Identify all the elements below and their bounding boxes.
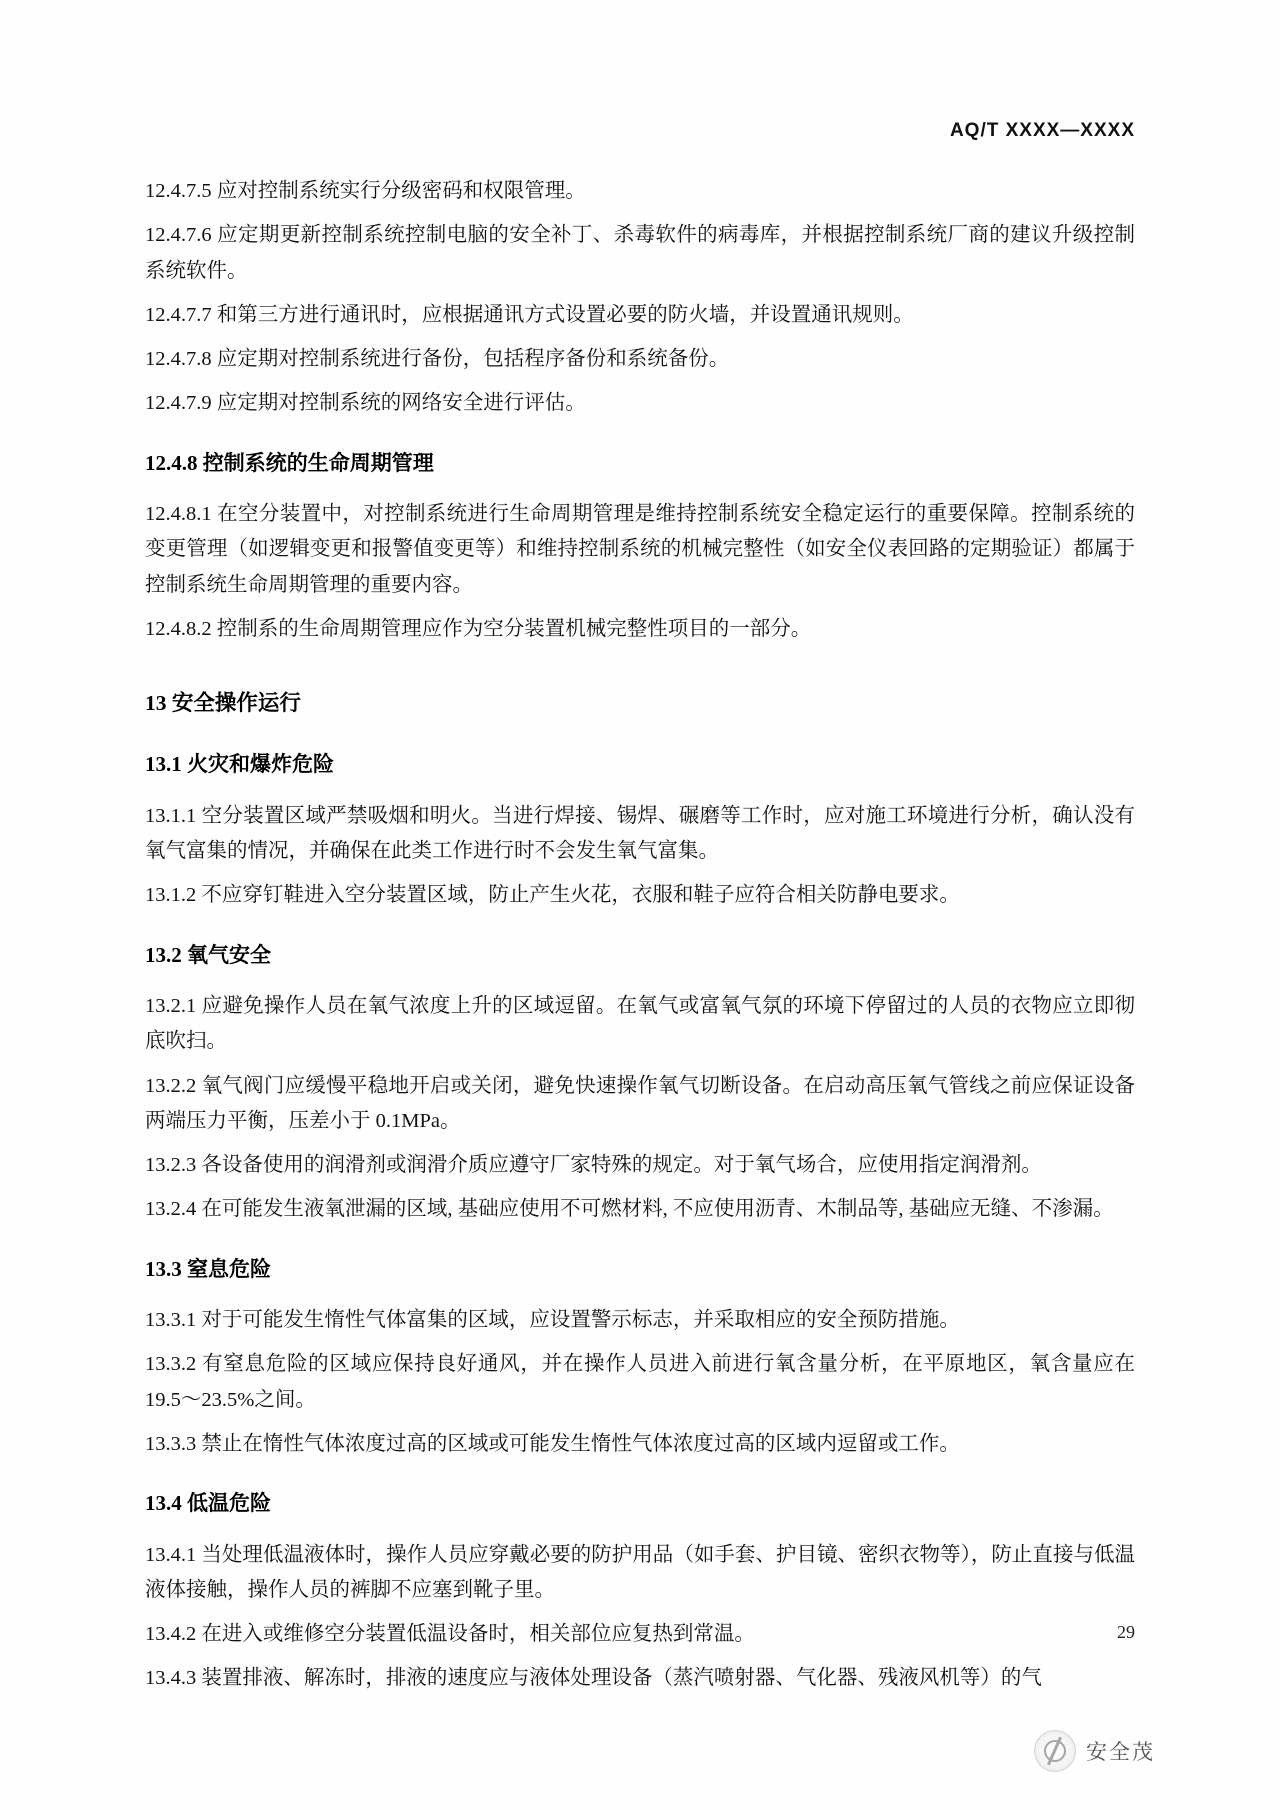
watermark-label: 安全茂 [1086, 1740, 1155, 1764]
clause-13-3-1: 13.3.1 对于可能发生惰性气体富集的区域，应设置警示标志，并采取相应的安全预防措施。 [145, 1309, 960, 1331]
heading-12-4-8: 12.4.8 控制系统的生命周期管理 [145, 450, 434, 475]
heading-13: 13 安全操作运行 [145, 691, 301, 715]
clause-13-1-2: 13.1.2 不应穿钉鞋进入空分装置区域，防止产生火花，衣服和鞋子应符合相关防静电要求。 [145, 884, 960, 907]
clause-12-4-7-6: 12.4.7.6 应定期更新控制系统控制电脑的安全补丁、杀毒软件的病毒库，并根据控制系统厂商的建议升级控制系统软件。 [145, 224, 1135, 282]
heading-13-4: 13.4 低温危险 [145, 1491, 271, 1515]
clause-12-4-8-2: 12.4.8.2 控制系的生命周期管理应作为空分装置机械完整性项目的一部分。 [145, 617, 812, 640]
clause-12-4-7-9: 12.4.7.9 应定期对控制系统的网络安全进行评估。 [145, 392, 586, 415]
clause-12-4-7-5: 12.4.7.5 应对控制系统实行分级密码和权限管理。 [145, 180, 586, 202]
clause-13-4-1: 13.4.1 当处理低温液体时，操作人员应穿戴必要的防护用品（如手套、护目镜、密织衣物等），防止直接与低温液体接触，操作人员的裤脚不应塞到靴子里。 [145, 1543, 1135, 1601]
clause-13-3-3: 13.3.3 禁止在惰性气体浓度过高的区域或可能发生惰性气体浓度过高的区域内逗留或工作。 [145, 1432, 960, 1455]
watermark [1034, 1730, 1155, 1772]
watermark-logo-icon [1034, 1730, 1076, 1772]
heading-13-3: 13.3 窒息危险 [145, 1256, 271, 1281]
clause-13-2-3: 13.2.3 各设备使用的润滑剂或润滑介质应遵守厂家特殊的规定。对于氧气场合，应使用指定润滑剂。 [145, 1154, 1042, 1176]
page-header-standard-code: AQ/T XXXX—XXXX [949, 120, 1135, 141]
heading-13-2: 13.2 氧气安全 [145, 942, 271, 967]
clause-12-4-8-1: 12.4.8.1 在空分装置中，对控制系统进行生命周期管理是维持控制系统安全稳定运行的重要保障。控制系统的变更管理（如逻辑变更和报警值变更等）和维持控制系统的机械完整性（如安全仪表回路的定期验证）都属于控制系统生命周期管理的重要内容。 [145, 503, 1135, 596]
clause-12-4-7-7: 12.4.7.7 和第三方进行通讯时，应根据通讯方式设置必要的防火墙，并设置通讯规则。 [145, 303, 914, 326]
clause-12-4-7-8: 12.4.7.8 应定期对控制系统进行备份，包括程序备份和系统备份。 [145, 348, 730, 370]
clause-13-1-1: 13.1.1 空分装置区域严禁吸烟和明火。当进行焊接、锡焊、碾磨等工作时，应对施工环境进行分析，确认没有氧气富集的情况，并确保在此类工作进行时不会发生氧气富集。 [145, 804, 1135, 862]
page-number: 29 [1117, 1622, 1135, 1642]
page-content [145, 120, 1135, 1706]
clause-13-4-3: 13.4.3 装置排液、解冻时，排液的速度应与液体处理设备（蒸汽喷射器、气化器、残液风机等）的气 [145, 1667, 1042, 1690]
clause-13-2-1: 13.2.1 应避免操作人员在氧气浓度上升的区域逗留。在氧气或富氧气氛的环境下停留过的人员的衣物应立即彻底吹扫。 [145, 995, 1135, 1053]
clause-13-3-2: 13.3.2 有窒息危险的区域应保持良好通风，并在操作人员进入前进行氧含量分析，在平原地区，氧含量应在 19.5～23.5%之间。 [145, 1353, 1135, 1411]
clause-13-2-4: 13.2.4 在可能发生液氧泄漏的区域, 基础应使用不可燃材料, 不应使用沥青、木制品等, 基础应无缝、不渗漏。 [145, 1198, 1114, 1221]
clause-13-4-2: 13.4.2 在进入或维修空分装置低温设备时，相关部位应复热到常温。 [145, 1623, 755, 1645]
heading-13-1: 13.1 火灾和爆炸危险 [145, 752, 334, 777]
clause-13-2-2: 13.2.2 氧气阀门应缓慢平稳地开启或关闭，避免快速操作氧气切断设备。在启动高压氧气管线之前应保证设备两端压力平衡，压差小于 0.1MPa。 [145, 1074, 1135, 1132]
